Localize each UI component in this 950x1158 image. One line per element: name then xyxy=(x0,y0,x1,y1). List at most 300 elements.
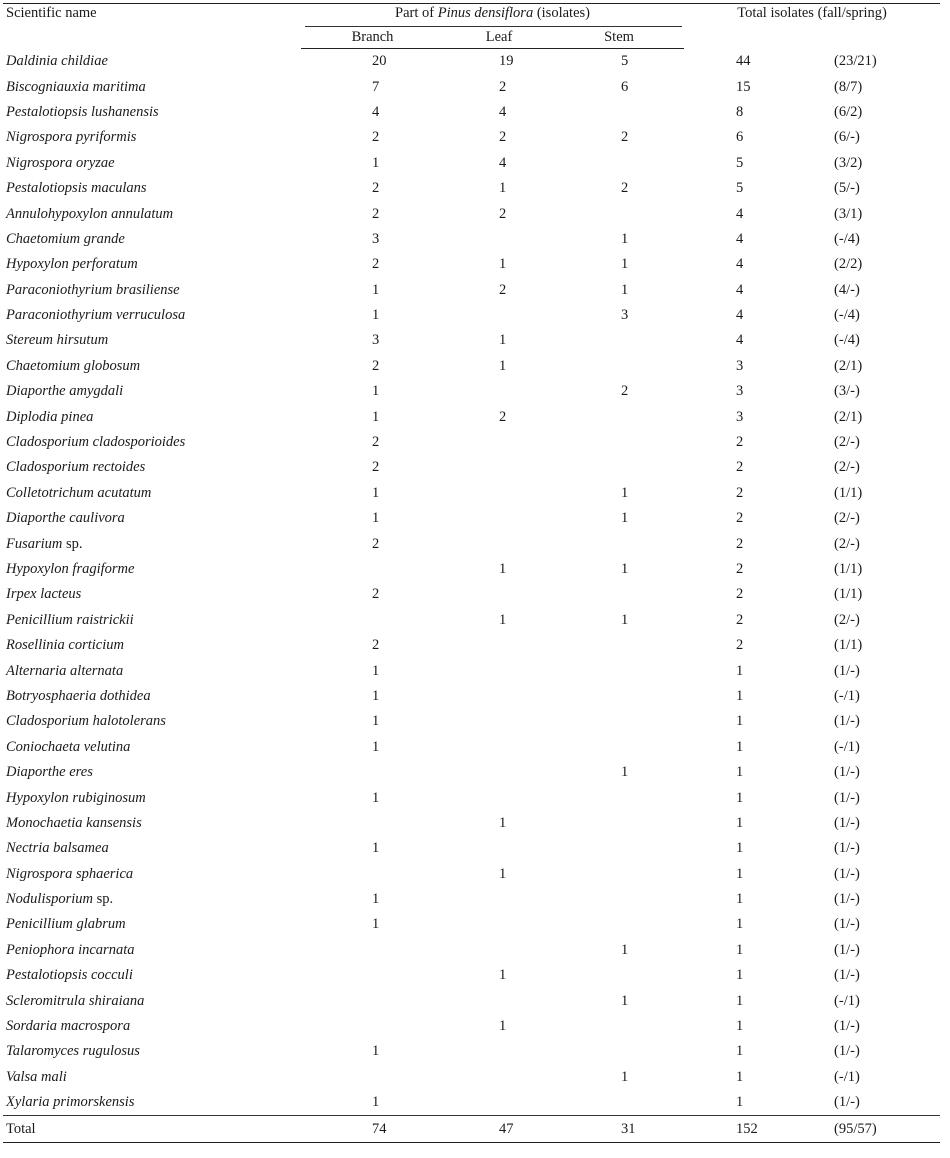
leaf-cell xyxy=(444,912,554,937)
header-scientific-name: Scientific name xyxy=(3,4,301,49)
branch-cell: 1 xyxy=(372,154,380,171)
branch-cell: 1 xyxy=(372,738,380,755)
species-name: Talaromyces rugulosus xyxy=(6,1043,140,1060)
stem-cell xyxy=(554,201,684,226)
header-part-prefix: Part of xyxy=(395,5,438,21)
table-row xyxy=(3,227,940,252)
species-name: Monochaetia kansensis xyxy=(6,814,142,831)
scientific-name-cell xyxy=(3,582,301,607)
leaf-cell: 1 xyxy=(499,611,507,628)
branch-cell: 1 xyxy=(372,840,380,857)
total-cell: 15 xyxy=(736,78,751,95)
branch-cell: 2 xyxy=(372,357,380,374)
scientific-name-cell xyxy=(3,455,301,480)
total-cell: 3 xyxy=(736,408,744,425)
header-stem: Stem xyxy=(554,27,684,49)
table-row xyxy=(3,1065,940,1090)
leaf-cell: 1 xyxy=(499,357,507,374)
stem-cell: 2 xyxy=(621,129,629,146)
species-name: Scleromitrula shiraiana xyxy=(6,992,145,1009)
table-row xyxy=(3,709,940,734)
total-cell: 1 xyxy=(736,1018,744,1035)
scientific-name-cell xyxy=(3,1090,301,1116)
branch-cell: 1 xyxy=(372,281,380,298)
table-row xyxy=(3,252,940,277)
leaf-cell xyxy=(444,785,554,810)
species-name: Paraconiothyrium verruculosa xyxy=(6,307,186,324)
table-row xyxy=(3,354,940,379)
scientific-name-cell xyxy=(3,49,301,75)
stem-cell: 1 xyxy=(621,561,629,577)
leaf-cell: 1 xyxy=(499,256,507,273)
total-cell: 2 xyxy=(736,510,744,527)
branch-cell xyxy=(301,760,444,785)
branch-cell: 2 xyxy=(372,459,380,476)
species-name: Cladosporium halotolerans xyxy=(6,713,166,730)
table-row xyxy=(3,151,940,176)
total-cell: 8 xyxy=(736,103,744,120)
leaf-cell: 4 xyxy=(499,103,507,120)
leaf-cell xyxy=(444,938,554,963)
isolates-table-container xyxy=(3,3,940,1143)
leaf-cell xyxy=(444,379,554,404)
table-row xyxy=(3,836,940,861)
total-cell: 5 xyxy=(736,180,744,197)
table-row xyxy=(3,785,940,810)
season-cell: (3/2) xyxy=(834,154,863,171)
table-row xyxy=(3,633,940,658)
scientific-name-cell xyxy=(3,963,301,988)
season-cell: (5/-) xyxy=(834,180,860,197)
table-row xyxy=(3,912,940,937)
season-cell: (1/-) xyxy=(834,941,860,958)
total-cell: 1 xyxy=(736,789,744,806)
species-name: Diaporthe caulivora xyxy=(6,510,125,527)
total-cell: 4 xyxy=(736,281,744,298)
total-cell: 1 xyxy=(736,713,744,730)
table-row xyxy=(3,455,940,480)
total-total: 152 xyxy=(684,1116,801,1142)
stem-cell xyxy=(554,1039,684,1064)
total-cell: 1 xyxy=(736,1068,744,1085)
species-name: Diplodia pinea xyxy=(6,408,94,425)
table-row xyxy=(3,684,940,709)
total-cell: 1 xyxy=(736,916,744,933)
stem-cell: 1 xyxy=(621,484,629,501)
season-cell: (1/-) xyxy=(834,1094,860,1111)
total-cell: 4 xyxy=(736,256,744,273)
season-cell: (1/-) xyxy=(834,1043,860,1060)
species-name: Stereum hirsutum xyxy=(6,332,109,349)
season-cell: (1/-) xyxy=(834,789,860,806)
season-cell: (3/1) xyxy=(834,205,863,222)
total-cell: 4 xyxy=(736,230,744,247)
scientific-name-cell xyxy=(3,658,301,683)
branch-cell: 4 xyxy=(372,103,380,120)
total-cell: 2 xyxy=(736,586,744,603)
leaf-cell: 2 xyxy=(499,129,507,146)
table-row xyxy=(3,887,940,912)
total-cell: 1 xyxy=(736,814,744,831)
branch-cell: 1 xyxy=(372,789,380,806)
total-cell: 1 xyxy=(736,1043,744,1060)
season-cell: (1/-) xyxy=(834,891,860,908)
season-cell: (1/-) xyxy=(834,662,860,679)
species-name: Cladosporium cladosporioides xyxy=(6,434,186,451)
branch-cell: 2 xyxy=(372,205,380,222)
total-cell: 1 xyxy=(736,687,744,704)
total-cell: 2 xyxy=(736,434,744,451)
scientific-name-cell xyxy=(3,531,301,556)
total-cell: 1 xyxy=(736,865,744,882)
branch-cell xyxy=(301,938,444,963)
branch-cell: 2 xyxy=(372,256,380,273)
branch-cell: 3 xyxy=(372,332,380,349)
isolates-table xyxy=(3,3,940,1143)
table-row xyxy=(3,1090,940,1116)
table-row xyxy=(3,608,940,633)
branch-cell xyxy=(301,1065,444,1090)
season-cell: (1/1) xyxy=(834,561,863,577)
species-name-suffix: sp. xyxy=(62,535,83,552)
species-name: Penicillium glabrum xyxy=(6,916,126,933)
species-name: Pestalotiopsis maculans xyxy=(6,180,147,197)
season-cell: (23/21) xyxy=(834,52,877,69)
season-cell: (1/-) xyxy=(834,1018,860,1035)
total-label: Total xyxy=(3,1116,301,1142)
stem-cell: 1 xyxy=(621,992,629,1009)
stem-cell: 2 xyxy=(621,383,629,400)
stem-cell xyxy=(554,1090,684,1116)
scientific-name-cell xyxy=(3,608,301,633)
season-cell: (3/-) xyxy=(834,383,860,400)
total-cell: 5 xyxy=(736,154,744,171)
total-cell: 6 xyxy=(736,129,744,146)
scientific-name-cell xyxy=(3,125,301,150)
branch-cell xyxy=(301,811,444,836)
leaf-cell xyxy=(444,684,554,709)
branch-cell xyxy=(301,963,444,988)
scientific-name-cell xyxy=(3,811,301,836)
branch-cell xyxy=(301,1014,444,1039)
stem-cell xyxy=(554,455,684,480)
stem-cell xyxy=(554,836,684,861)
leaf-cell: 2 xyxy=(499,78,507,95)
total-cell: 1 xyxy=(736,941,744,958)
total-branch: 74 xyxy=(301,1116,444,1142)
season-cell: (1/-) xyxy=(834,713,860,730)
total-cell: 3 xyxy=(736,383,744,400)
table-row xyxy=(3,658,940,683)
header-group-rule xyxy=(305,26,682,27)
table-row xyxy=(3,1014,940,1039)
scientific-name-cell xyxy=(3,1039,301,1064)
total-cell: 2 xyxy=(736,637,744,654)
season-cell: (4/-) xyxy=(834,281,860,298)
total-cell: 3 xyxy=(736,357,744,374)
species-name: Chaetomium globosum xyxy=(6,357,141,374)
branch-cell: 2 xyxy=(372,637,380,654)
season-cell: (1/-) xyxy=(834,814,860,831)
table-row xyxy=(3,49,940,75)
stem-cell: 1 xyxy=(621,281,629,298)
branch-cell: 1 xyxy=(372,687,380,704)
stem-cell xyxy=(554,430,684,455)
leaf-cell: 1 xyxy=(499,332,507,349)
leaf-cell xyxy=(444,531,554,556)
header-part-species: Pinus densiflora xyxy=(437,5,534,21)
stem-cell: 1 xyxy=(621,764,629,781)
season-cell: (1/-) xyxy=(834,967,860,984)
season-cell: (6/2) xyxy=(834,103,863,120)
total-row xyxy=(3,1116,940,1142)
leaf-cell: 2 xyxy=(499,408,507,425)
stem-cell xyxy=(554,912,684,937)
total-cell: 1 xyxy=(736,662,744,679)
table-row xyxy=(3,963,940,988)
species-name: Fusarium xyxy=(6,535,63,552)
stem-cell xyxy=(554,404,684,429)
leaf-cell xyxy=(444,633,554,658)
leaf-cell: 1 xyxy=(499,967,507,984)
scientific-name-cell xyxy=(3,735,301,760)
scientific-name-cell xyxy=(3,938,301,963)
scientific-name-cell xyxy=(3,328,301,353)
leaf-cell xyxy=(444,430,554,455)
season-cell: (1/1) xyxy=(834,586,863,603)
season-cell: (2/-) xyxy=(834,459,860,476)
season-cell: (1/1) xyxy=(834,637,863,654)
stem-cell xyxy=(554,100,684,125)
total-cell: 44 xyxy=(736,52,751,69)
table-row xyxy=(3,506,940,531)
table-row xyxy=(3,557,940,582)
leaf-cell xyxy=(444,1065,554,1090)
season-cell: (2/1) xyxy=(834,357,863,374)
species-name: Hypoxylon rubiginosum xyxy=(6,789,146,806)
species-name: Biscogniauxia maritima xyxy=(6,78,146,95)
table-row xyxy=(3,862,940,887)
total-cell: 2 xyxy=(736,611,744,628)
branch-cell: 1 xyxy=(372,510,380,527)
leaf-cell xyxy=(444,227,554,252)
header-total-isolates: Total isolates (fall/spring) xyxy=(684,4,940,49)
scientific-name-cell xyxy=(3,176,301,201)
leaf-cell xyxy=(444,658,554,683)
stem-cell: 1 xyxy=(621,611,629,628)
scientific-name-cell xyxy=(3,481,301,506)
branch-cell: 1 xyxy=(372,307,380,324)
scientific-name-cell xyxy=(3,887,301,912)
total-cell: 1 xyxy=(736,840,744,857)
branch-cell: 1 xyxy=(372,891,380,908)
stem-cell xyxy=(554,151,684,176)
stem-cell: 2 xyxy=(621,180,629,197)
total-cell: 1 xyxy=(736,738,744,755)
stem-cell: 1 xyxy=(621,510,629,527)
scientific-name-cell xyxy=(3,74,301,99)
species-name: Chaetomium grande xyxy=(6,230,125,247)
total-cell: 1 xyxy=(736,1094,744,1111)
season-cell: (-/1) xyxy=(834,1068,860,1085)
species-name: Pestalotiopsis cocculi xyxy=(6,967,133,984)
species-name: Cladosporium rectoides xyxy=(6,459,146,476)
leaf-cell xyxy=(444,506,554,531)
scientific-name-cell xyxy=(3,912,301,937)
leaf-cell xyxy=(444,1039,554,1064)
season-cell: (1/-) xyxy=(834,916,860,933)
season-cell: (1/1) xyxy=(834,484,863,501)
stem-cell: 3 xyxy=(621,307,629,324)
species-name: Valsa mali xyxy=(6,1068,67,1085)
table-row xyxy=(3,328,940,353)
total-cell: 2 xyxy=(736,484,744,501)
total-cell: 1 xyxy=(736,891,744,908)
branch-cell: 1 xyxy=(372,383,380,400)
table-row xyxy=(3,125,940,150)
leaf-cell: 4 xyxy=(499,154,507,171)
leaf-cell xyxy=(444,303,554,328)
total-cell: 4 xyxy=(736,332,744,349)
season-cell: (1/-) xyxy=(834,764,860,781)
scientific-name-cell xyxy=(3,988,301,1013)
table-row xyxy=(3,481,940,506)
stem-cell xyxy=(554,658,684,683)
table-row xyxy=(3,100,940,125)
branch-cell: 20 xyxy=(372,53,387,70)
species-name: Penicillium raistrickii xyxy=(6,611,134,628)
stem-cell xyxy=(554,633,684,658)
total-cell: 2 xyxy=(736,459,744,476)
table-row xyxy=(3,938,940,963)
species-name: Alternaria alternata xyxy=(6,662,124,679)
branch-cell: 1 xyxy=(372,1043,380,1060)
species-name: Daldinia childiae xyxy=(6,52,108,69)
species-name: Diaporthe eres xyxy=(6,764,93,781)
species-name: Hypoxylon perforatum xyxy=(6,256,138,273)
species-name: Nigrospora pyriformis xyxy=(6,129,137,146)
branch-cell: 2 xyxy=(372,434,380,451)
species-name: Annulohypoxylon annulatum xyxy=(6,205,174,222)
stem-cell: 1 xyxy=(621,1068,629,1085)
season-cell: (2/1) xyxy=(834,408,863,425)
branch-cell: 2 xyxy=(372,180,380,197)
total-cell: 4 xyxy=(736,205,744,222)
species-name: Xylaria primorskensis xyxy=(6,1094,135,1111)
branch-cell xyxy=(301,557,444,582)
table-row xyxy=(3,811,940,836)
scientific-name-cell xyxy=(3,836,301,861)
species-name: Botryosphaeria dothidea xyxy=(6,687,151,704)
leaf-cell: 1 xyxy=(499,180,507,197)
species-name: Peniophora incarnata xyxy=(6,941,135,958)
stem-cell xyxy=(554,582,684,607)
table-row xyxy=(3,760,940,785)
total-stem: 31 xyxy=(554,1116,684,1142)
scientific-name-cell xyxy=(3,1065,301,1090)
species-name: Rosellinia corticium xyxy=(6,637,124,654)
leaf-cell xyxy=(444,709,554,734)
season-cell: (-/1) xyxy=(834,992,860,1009)
leaf-cell xyxy=(444,582,554,607)
total-leaf: 47 xyxy=(444,1116,554,1142)
leaf-cell: 2 xyxy=(499,205,507,222)
branch-cell: 1 xyxy=(372,916,380,933)
season-cell: (-/1) xyxy=(834,687,860,704)
scientific-name-cell xyxy=(3,227,301,252)
scientific-name-cell xyxy=(3,379,301,404)
species-name: Diaporthe amygdali xyxy=(6,383,124,400)
species-name: Pestalotiopsis lushanensis xyxy=(6,103,159,120)
leaf-cell: 1 xyxy=(499,865,507,882)
table-row xyxy=(3,176,940,201)
total-cell: 1 xyxy=(736,967,744,984)
leaf-cell: 1 xyxy=(499,1018,507,1035)
stem-cell xyxy=(554,887,684,912)
header-part-group xyxy=(301,4,684,28)
season-cell: (2/-) xyxy=(834,510,860,527)
season-cell: (-/1) xyxy=(834,738,860,755)
scientific-name-cell xyxy=(3,709,301,734)
branch-cell: 2 xyxy=(372,535,380,552)
stem-cell xyxy=(554,328,684,353)
scientific-name-cell xyxy=(3,303,301,328)
leaf-cell xyxy=(444,481,554,506)
scientific-name-cell xyxy=(3,151,301,176)
scientific-name-cell xyxy=(3,1014,301,1039)
scientific-name-cell xyxy=(3,430,301,455)
branch-cell: 1 xyxy=(372,484,380,501)
stem-cell xyxy=(554,531,684,556)
table-row xyxy=(3,379,940,404)
species-name-suffix: sp. xyxy=(93,891,114,908)
leaf-cell xyxy=(444,455,554,480)
stem-cell xyxy=(554,785,684,810)
leaf-cell xyxy=(444,735,554,760)
stem-cell xyxy=(554,684,684,709)
stem-cell: 6 xyxy=(621,78,629,95)
season-cell: (1/-) xyxy=(834,840,860,857)
leaf-cell: 19 xyxy=(499,53,514,70)
scientific-name-cell xyxy=(3,760,301,785)
leaf-cell: 1 xyxy=(499,561,507,577)
table-row xyxy=(3,430,940,455)
total-season: (95/57) xyxy=(801,1116,940,1142)
table-header xyxy=(3,4,940,49)
stem-cell xyxy=(554,811,684,836)
scientific-name-cell xyxy=(3,862,301,887)
total-cell: 2 xyxy=(736,535,744,552)
table-row xyxy=(3,988,940,1013)
season-cell: (1/-) xyxy=(834,865,860,882)
species-name: Coniochaeta velutina xyxy=(6,738,131,755)
total-cell: 1 xyxy=(736,992,744,1009)
branch-cell: 1 xyxy=(372,1094,380,1111)
season-cell: (-/4) xyxy=(834,307,860,324)
stem-cell xyxy=(554,709,684,734)
scientific-name-cell xyxy=(3,684,301,709)
total-cell: 4 xyxy=(736,307,744,324)
stem-cell xyxy=(554,963,684,988)
stem-cell xyxy=(554,1014,684,1039)
species-name: Nigrospora oryzae xyxy=(6,154,115,171)
stem-cell: 1 xyxy=(621,941,629,958)
stem-cell: 5 xyxy=(621,53,629,70)
header-leaf: Leaf xyxy=(444,27,554,49)
leaf-cell: 1 xyxy=(499,814,507,831)
table-row xyxy=(3,74,940,99)
season-cell: (-/4) xyxy=(834,230,860,247)
